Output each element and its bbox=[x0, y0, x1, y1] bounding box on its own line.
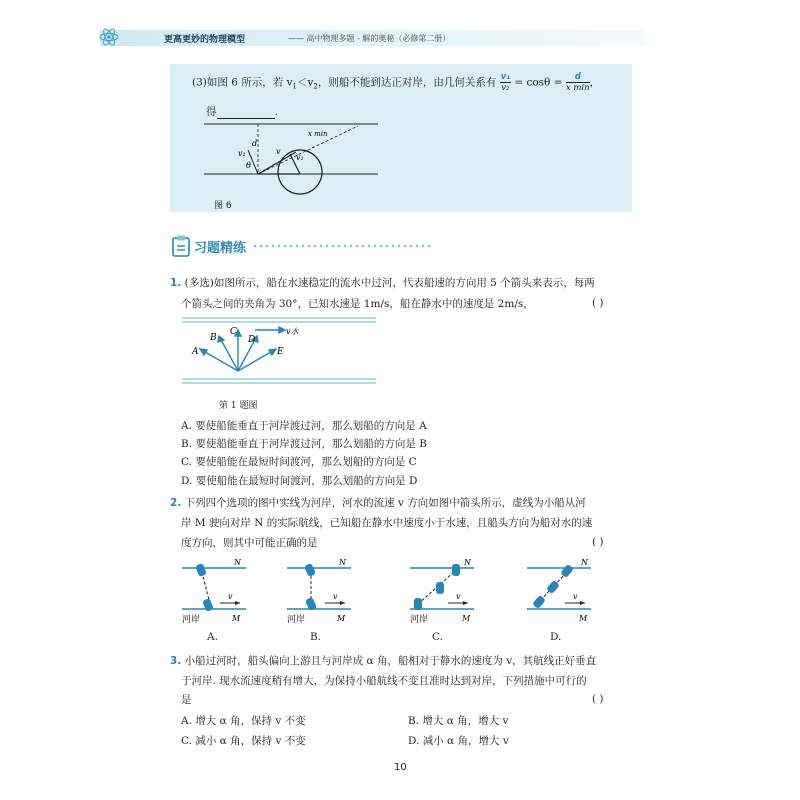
q2c-v: v bbox=[456, 592, 461, 601]
q3-line-3: 是 bbox=[181, 694, 192, 706]
q1-number: 1. bbox=[170, 277, 182, 289]
q2-answer-paren: ( ) bbox=[592, 536, 604, 548]
label-theta: θ bbox=[246, 161, 251, 170]
fraction-v1-v2: $\frac{\text{v₁}}{\text{v₂}}$ bbox=[500, 72, 510, 93]
q3-number: 3. bbox=[170, 655, 182, 667]
q3-option-b: B. 增大 α 角，增大 v bbox=[408, 715, 509, 727]
page-number: 10 bbox=[394, 762, 407, 773]
q2-line-3: 度方向，则其中可能正确的是 bbox=[181, 537, 318, 549]
atom-icon bbox=[98, 26, 120, 48]
q1-label-E: E bbox=[277, 347, 284, 357]
q2-line-1: 2. 下列四个选项的图中实线为河岸，河水的流速 v 方向如图中箭头所示，虚线为小船从河 bbox=[170, 497, 586, 509]
q1-option-d: D. 要使船能在最短时间渡河，那么划船的方向是 D bbox=[181, 475, 418, 487]
q1-line-1: 1. (多选)如图所示，船在水速稳定的流水中过河，代表船速的方向用 5 个箭头来表示，每两 bbox=[170, 277, 595, 289]
label-v1: v₁ bbox=[296, 153, 304, 162]
q2-line-2: 岸 M 驶向对岸 N 的实际航线，已知船在静水中速度小于水速，且船头方向为船对水的速 bbox=[181, 517, 593, 529]
q3-option-a: A. 增大 α 角，保持 v 不变 bbox=[181, 715, 306, 727]
q1-option-c: C. 要使船能在最短时间渡河，那么划船的方向是 C bbox=[181, 456, 417, 468]
q2-choice-b: B. bbox=[310, 631, 322, 643]
q2a-bank: 河岸 bbox=[182, 615, 201, 625]
label-v1-left: v₁ bbox=[238, 149, 246, 158]
q2-diagram-d bbox=[525, 556, 615, 626]
q2d-N: N bbox=[581, 558, 588, 567]
q3-line-2: 于河岸. 现水流速度稍有增大，为保持小船航线不变且准时达到对岸，下列措施中可行的 bbox=[181, 675, 587, 687]
q2a-v: v bbox=[228, 592, 233, 601]
q2b-N: N bbox=[339, 558, 346, 567]
clipboard-icon bbox=[170, 234, 192, 258]
q2-number: 2. bbox=[170, 497, 182, 509]
section-title: 习题精练 bbox=[194, 241, 247, 256]
book-title: 更高更妙的物理模型 bbox=[164, 35, 246, 45]
q1-label-A: A bbox=[192, 347, 199, 357]
q2b-bank: 河岸 bbox=[287, 615, 306, 625]
figure-6 bbox=[200, 116, 390, 196]
q2b-M: M bbox=[337, 614, 346, 623]
figure-6-caption: 图 6 bbox=[214, 201, 232, 211]
q2d-v: v bbox=[573, 592, 578, 601]
q1-label-C: C bbox=[230, 327, 237, 337]
box-line-1: (3)如图 6 所示，若 $v_1<v_2$，则船不能到达正对岸，由几何关系有 $\frac{\text{v₁}}{\text{v₂}}$ = cosθ = $\frac{d}{\text{x min}}$ ， bbox=[192, 72, 601, 93]
q2c-bank: 河岸 bbox=[410, 615, 429, 625]
q1-label-D: D bbox=[248, 335, 256, 345]
q2c-N: N bbox=[464, 558, 471, 567]
section-dots bbox=[252, 244, 432, 248]
q2a-N: N bbox=[234, 558, 241, 567]
label-xmin: x min bbox=[308, 130, 328, 138]
q2b-v: v bbox=[333, 592, 338, 601]
q2-diagram-c bbox=[408, 556, 498, 626]
label-v: v bbox=[276, 147, 281, 156]
q3-line-1: 3. 小船过河时，船头偏向上游且与河岸成 α 角，船相对于静水的速度为 v，其航线正好垂直 bbox=[170, 655, 597, 667]
q2-choice-d: D. bbox=[550, 631, 562, 643]
q1-answer-paren: ( ) bbox=[592, 297, 604, 309]
running-header bbox=[100, 30, 645, 46]
q1-label-B: B bbox=[210, 333, 217, 343]
q1-label-vs: v水 bbox=[286, 327, 299, 336]
label-d: d bbox=[252, 139, 258, 148]
q2-choice-c: C. bbox=[432, 631, 443, 643]
q1-option-b: B. 要使船能垂直于河岸渡过河，那么划船的方向是 B bbox=[181, 438, 427, 450]
q1-figure bbox=[180, 316, 400, 396]
box-line-2: 得 . bbox=[206, 106, 278, 118]
q1-figure-caption: 第 1 题图 bbox=[219, 401, 258, 411]
q3-option-d: D. 减小 α 角，增大 v bbox=[408, 735, 509, 747]
q3-option-c: C. 减小 α 角，保持 v 不变 bbox=[181, 735, 306, 747]
q2c-M: M bbox=[462, 614, 471, 623]
q1-option-a: A. 要使船能垂直于河岸渡过河，那么划船的方向是 A bbox=[181, 420, 427, 432]
q2-diagram-a bbox=[180, 556, 270, 626]
q2-diagram-b bbox=[285, 556, 375, 626]
q3-answer-paren: ( ) bbox=[592, 693, 604, 705]
book-subtitle: —— 高中物理多题 - 解的奥秘（必修第二册） bbox=[288, 34, 451, 43]
continuation-box bbox=[170, 64, 632, 212]
q1-line-2: 个箭头之间的夹角为 30°，已知水速是 1m/s，船在静水中的速度是 2m/s， bbox=[181, 298, 534, 310]
q2d-M: M bbox=[579, 614, 588, 623]
q2-choice-a: A. bbox=[207, 631, 218, 643]
q2a-M: M bbox=[232, 614, 241, 623]
fraction-d-xmin: $\frac{d}{\text{x min}}$ bbox=[565, 72, 590, 93]
